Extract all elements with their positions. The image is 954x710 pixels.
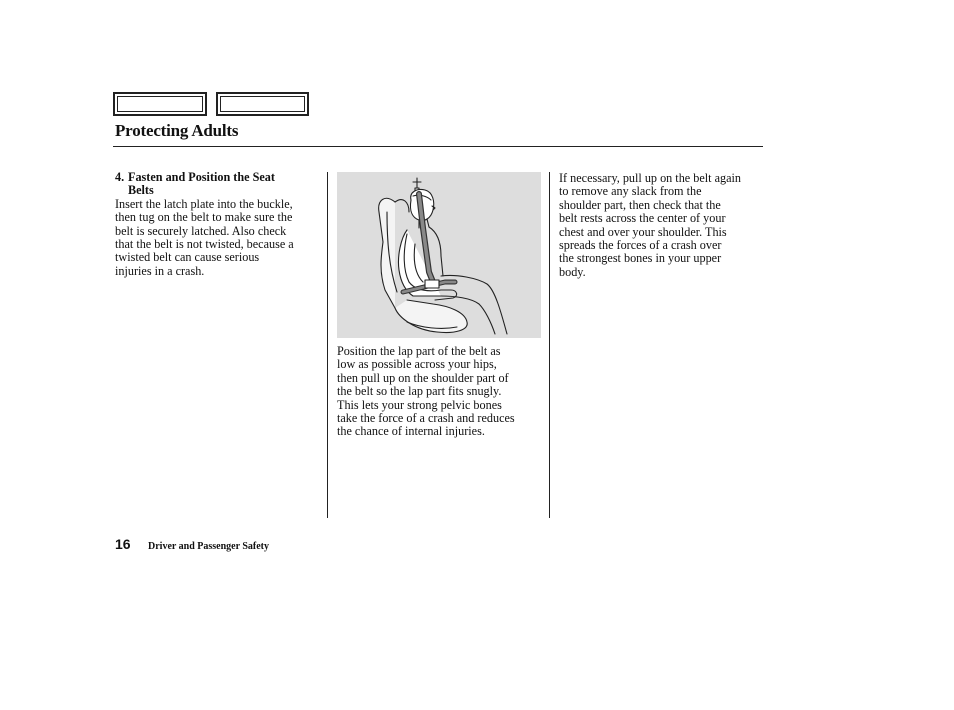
- column-1: [115, 171, 321, 278]
- body-line: Position the lap part of the belt as: [337, 344, 501, 358]
- body-line: shoulder part, then check that the: [559, 197, 721, 212]
- body-line: to remove any slack from the: [559, 184, 702, 199]
- body-line: the strongest bones in your upper: [559, 251, 722, 266]
- body-line: This lets your strong pelvic bones: [337, 397, 502, 412]
- body-line: then tug on the belt to make sure the: [115, 210, 293, 225]
- section-name: Driver and Passenger Safety: [148, 541, 270, 552]
- body-line: the chance of internal injuries.: [337, 424, 485, 439]
- column-divider-1: [327, 172, 328, 518]
- step-title-line2: Belts: [128, 183, 154, 198]
- column-3: [559, 172, 765, 279]
- column-2: [337, 345, 543, 439]
- page-title: Protecting Adults: [115, 121, 239, 140]
- body-line: take the force of a crash and reduces: [337, 411, 515, 426]
- body-line: If necessary, pull up on the belt again: [559, 171, 741, 185]
- title-rule: [113, 146, 763, 147]
- body-line: twisted belt can cause serious: [115, 250, 260, 265]
- body-line: belt is securely latched. Also check: [115, 223, 287, 238]
- step-number: 4.: [115, 170, 125, 184]
- body-line: Insert the latch plate into the buckle,: [115, 196, 293, 211]
- body-line: that the belt is not twisted, because a: [115, 237, 294, 252]
- body-line: low as possible across your hips,: [337, 357, 497, 372]
- body-line: chest and over your shoulder. This: [559, 224, 727, 239]
- nav-button-previous[interactable]: [113, 92, 207, 116]
- body-line: injuries in a crash.: [115, 263, 205, 278]
- nav-button-next[interactable]: [216, 92, 309, 116]
- step-title-line1: Fasten and Position the Seat: [128, 170, 275, 184]
- body-line: the belt so the lap part fits snugly.: [337, 384, 502, 399]
- page-number: 16: [115, 536, 131, 552]
- person-seated-with-seatbelt-icon: [337, 172, 541, 338]
- step-heading: [115, 171, 321, 198]
- seatbelt-illustration: [337, 172, 541, 338]
- body-line: belt rests across the center of your: [559, 211, 726, 226]
- body-line: body.: [559, 264, 586, 279]
- body-line: then pull up on the shoulder part of: [337, 370, 509, 385]
- body-line: spreads the forces of a crash over: [559, 238, 722, 253]
- column-divider-2: [549, 172, 550, 518]
